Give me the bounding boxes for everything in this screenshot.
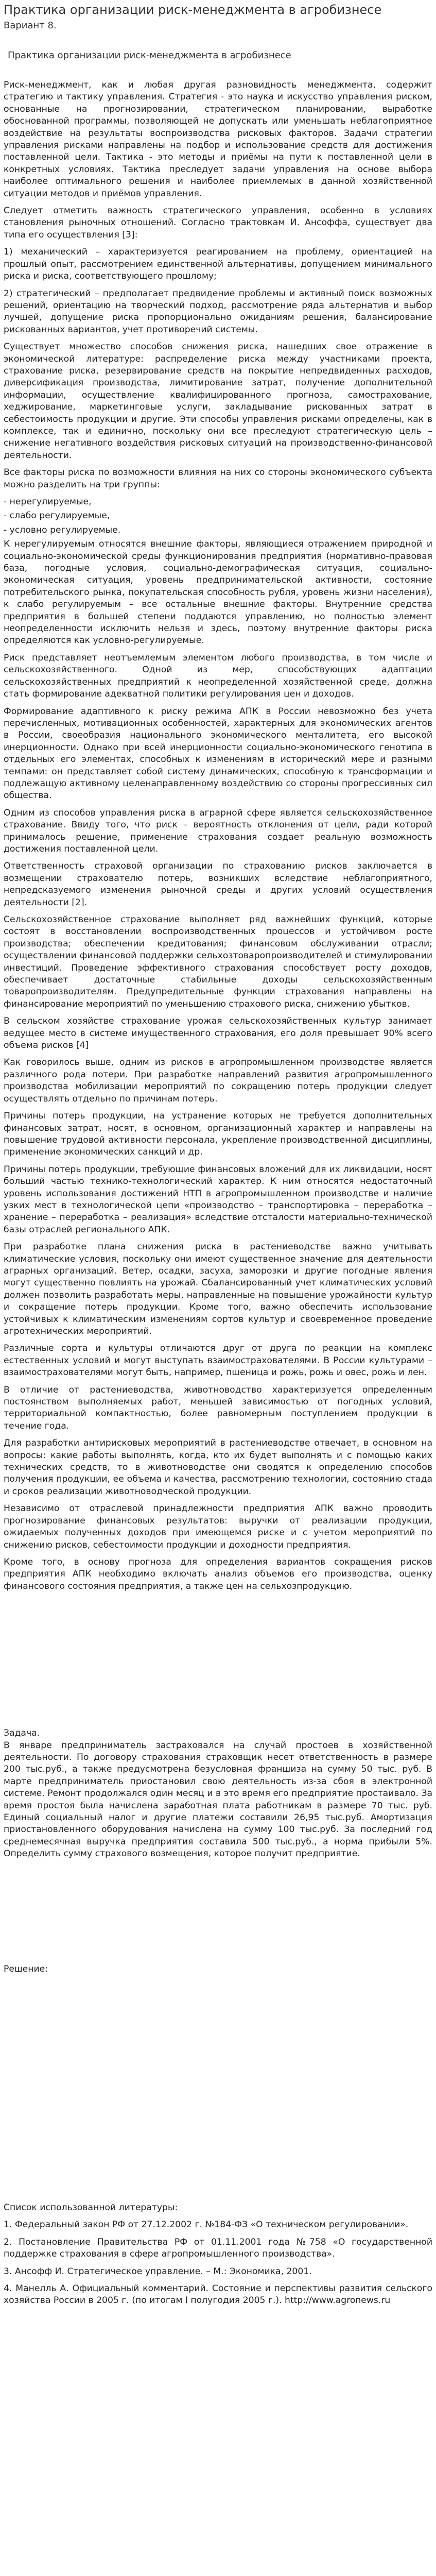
body-paragraph: Сельскохозяйственное страхование выполняет ряд важнейших функций, которые состоят в восстановлении воспроизводственных процессов и устойчивом росте производства; обеспечении кредитования; финансовом обслуживании отрасли; осуществлении финансовой поддержки сельхозтоваропроизводителей и стимулировании инвестиций. Проведение эффективного страхования способствует росту доходов, обеспечивает достаточные стабильные доходы сельскохозяйственным товаропроизводителям. Предупредительные функции страхования направлены на финансирование мероприятий по уменьшению страхового риска, снижению убытков. (4, 914, 432, 1009)
body-paragraph: Причины потерь продукции, на устранение которых не требуется дополнительных финансовых затрат, носят, в основном, организационный характер и направлены на повышение трудовой активности персонала, укрепление производственной дисциплины, применение экономических санкций и др. (4, 1111, 432, 1158)
task-section (4, 1727, 432, 1860)
reference-item: 2. Постановление Правительства РФ от 01.11.2001 года №758 «О государственной поддержке страхования в сфере агропромышленного производства». (4, 2236, 432, 2260)
task-text: В январе предприниматель застраховался на случай простоев в хозяйственной деятельности. По договору страхования страховщик несет ответственность в размере 200 тыс.руб., а также предусмотрена безусловная франшиза на сумму 50 тыс. руб. В марте предприниматель приостановил свою деятельность из-за сбоя в электронной системе. Ремонт продолжался один месяц и в это время его предприятие простаивало. За время простоя была начислена заработная плата работникам в размере 70 тыс. руб. Единый социальный налог и другие платежи составили 26,95 тыс.руб. Амортизация приостановленного оборудования начислена на сумму 100 тыс.руб. За последний год среднемесячная выручка предприятия составила 500 тыс.руб., а норма прибыли 5%. Определить сумму страхового возмещения, которое получит предприятие. (4, 1740, 432, 1859)
body-paragraph: Следует отметить важность стратегического управления, особенно в условиях становления рыночных отношений. Согласно трактовкам И. Ансоффа, существует два типа его осуществления [3]: (4, 206, 432, 240)
reference-item: 4. Манелль А. Официальный комментарий. Состояние и перспективы развития сельского хозяйства России в 2005 г. (по итогам I полугодия 2005 г.). http://www.agronews.ru (4, 2283, 432, 2306)
body-paragraph: Ответственность страховой организации по страхованию рисков заключается в возмещении страхователю потерь, возникших вследствие неблагоприятного, непредсказуемого изменения рыночной среды и других условий осуществления деятельности [2]. (4, 861, 432, 908)
body-paragraph: При разработке плана снижения риска в растениеводстве важно учитывать климатические условия, поскольку они имеют существенное значение для деятельности аграрных организаций. Ветер, осадки, засуха, заморозки и другие погодные явления могут существенно повлиять на урожай. Сбалансированный учет климатических условий должен позволить разработать меры, направленные на повышение урожайности культур и сокращение потерь продукции. Кроме того, важно обеспечить использование устойчивых к климатическим изменениям сортов культур и своевременное проведение агротехнических мероприятий. (4, 1242, 432, 1336)
body-paragraph: Различные сорта и культуры отличаются друг от друга по реакции на комплекс естественных условий и могут выступать взаимострахователями. В России культурами – взаимострахователями могут быть, например, пшеница и рожь, рожь и овес, рожь и лен. (4, 1343, 432, 1378)
body-paragraph: Риск представляет неотъемлемым элементом любого производства, в том числе и сельскохозяйственного. Одной из мер, способствующих адаптации сельскохозяйственных предприятий к неопределенной хозяйственной среде, должна стать формирование адекватной политики регулирования цен и доходов. (4, 652, 432, 700)
references-list (4, 2219, 432, 2307)
body-paragraph: 2) стратегический – предполагает предвидение проблемы и активный поиск возможных решений, ориентацию на творческий подход, рассмотрение ряда альтернатив и выбор лучшей, допущение риска пропорционально ожиданиям решения, балансирование рискованных вариантов, учет противоречий системы. (4, 288, 432, 335)
body-paragraph: В сельском хозяйстве страхование урожая сельскохозяйственных культур занимает ведущее место в системе имущественного страхования, его доля превышает 90% всего объема рисков [4] (4, 1016, 432, 1051)
body-paragraph: - слабо регулируемые, (4, 511, 110, 521)
references-heading: Список использованной литературы: (4, 2202, 178, 2213)
reference-item: 3. Ансофф И. Стратегическое управление. – М.: Экономика, 2001. (4, 2266, 312, 2277)
body-paragraph: Причины потерь продукции, требующие финансовых вложений для их ликвидации, носят больший частью технико-технологический характер. К ним относятся недостаточный уровень использования достижений НТП в агропромышленном производстве и наличие узких мест в технологической цепи «производство – транспортировка – переработка – хранение – переработка – реализация» вследствие отсталости материально-технической базы отраслей регионального АПК. (4, 1164, 432, 1235)
body-paragraph: К нерегулируемым относятся внешние факторы, являющиеся отражением природной и социально-экономической среды функционирования предприятия (нормативно-правовая база, погодные условия, социально-демографическая ситуация, социально-экономическая ситуация, уровень предпринимательской активности, состояние потребительского рынка, покупательская способность рубля, уровень жизни населения), к слабо регулируемым – все остальные внешние факторы. Внутренние средства предприятия в большей степени поддаются управлению, но полностью элемент неопределенности исключить нельзя и здесь, поэтому внутренние факторы риска определяются как условно-регулируемые. (4, 539, 432, 646)
solution-label: Решение: (4, 1963, 48, 1974)
body-paragraph: 1) механический – характеризуется реагированием на проблему, ориентацией на прошлый опыт, рассмотрением единственной альтернативы, допущением минимального риска и риска, соответствующего прошлому; (4, 247, 432, 282)
section-heading: Практика организации риск-менеджмента в агробизнесе (8, 50, 291, 61)
page-title: Практика организации риск-менеджмента в агробизнесе (4, 3, 382, 17)
references-section (4, 2202, 432, 2307)
body-paragraph: Как говорилось выше, одним из рисков в агропромышленном производстве является различного рода потери. При разработке направлений развития агропромышленного производства мобилизации мероприятий по сокращению потерь продукции следует осуществлять отдельно по причинам потерь. (4, 1057, 432, 1104)
body-paragraph: - нерегулируемые, (4, 497, 92, 507)
body-paragraph: Кроме того, в основу прогноза для определения вариантов сокращения рисков предприятия АПК необходимо включать анализ объемов его производства, оценку финансового состояния предприятия, а также цен на сельхозпродукцию. (4, 1556, 432, 1591)
article-body (4, 79, 432, 1592)
body-paragraph: Существует множество способов снижения риска, нашедших свое отражение в экономической литературе: распределение риска между участниками проекта, страхование риска, резервирование средств на покрытие непредвиденных расходов, диверсификация производства, лимитирование затрат, получение дополнительной информации, осуществление квалифицированного прогноза, самострахование, хеджирование, маркетинговые услуги, закладывание рискованных затрат в себестоимость продукции и другие. Эти способы управления рисками определены, как в комплексе, так и единично, поскольку они все преследуют стратегическую цель – снижение негативного воздействия рисковых ситуаций на производственно-финансовой деятельности. (4, 342, 432, 461)
task-label: Задача. (4, 1728, 40, 1739)
body-paragraph: Независимо от отраслевой принадлежности предприятия АПК важно проводить прогнозирование финансовых результатов: выручки от реализации продукции, ожидаемых полученных доходов при имеющемся риске и с учетом мероприятий по снижению рисков, себестоимости продукции и доходности предприятия. (4, 1503, 432, 1550)
body-paragraph: - условно регулируемые. (4, 524, 121, 535)
body-paragraph: Одним из способов управления риска в аграрной сфере является сельскохозяйственное страхование. Ввиду того, что риск – вероятность отклонения от цели, ради которой принималось решение, применение страхования создает реальную возможность достижения поставленной цели. (4, 807, 432, 854)
body-paragraph: Риск-менеджмент, как и любая другая разновидность менеджмента, содержит стратегию и тактику управления. Стратегия - это наука и искусство управления риском, основанные на прогнозировании, стратегическом планировании, выработке обоснованной программы, позволяющей не допускать или уменьшать неблагоприятное воздействие на результаты воспроизводства рисковых факторов. Задачи стратегии управления рисками направлены на подбор и использование средств для достижения поставленной цели. Тактика - это методы и приёмы на пути к поставленной цели в конкретных условиях. Тактика преследует задачи управления на основе выбора наиболее оптимального решения и наиболее приемлемых в данной хозяйственной ситуации методов и приёмов управления. (4, 80, 432, 199)
reference-item: 1. Федеральный закон РФ от 27.12.2002 г. №184-ФЗ «О техническом регулировании». (4, 2219, 409, 2230)
body-paragraph: Для разработки антирисковых мероприятий в растениеводстве отвечает, в основном на вопросы: какие работы выполнять, когда, кто их будет выполнять и с помощью каких технических средств, то в животноводстве они сводятся к определению способов получения продукции, ее объема и качества, рассмотрению технологии, состоянию стада и сроков реализации животноводческой продукции. (4, 1438, 432, 1497)
variant-label: Вариант 8. (4, 20, 57, 31)
body-paragraph: Все факторы риска по возможности влияния на них со стороны экономического субъекта можно разделить на три группы: (4, 467, 432, 490)
body-paragraph: Формирование адаптивного к риску режима АПК в России невозможно без учета перечисленных, мотивационных особенностей, характерных для экономических агентов в России, своеобразия национального экономического менталитета, его высокой инерционности. Однако при всей инерционности социально-экономического генотипа в отдельных его элементах, способных к изменениям в исторический мере и разными темпами: он представляет собой систему динамических, способную к трансформации и подлежащую активному целенаправленному воздействию со стороны прогрессивных сил общества. (4, 706, 432, 801)
body-paragraph: В отличие от растениеводства, животноводство характеризуется определенным постоянством выполняемых работ, меньшей зависимостью от погодных условий, территориальной компактностью, более равномерным поступлением продукции в течение года. (4, 1384, 432, 1431)
